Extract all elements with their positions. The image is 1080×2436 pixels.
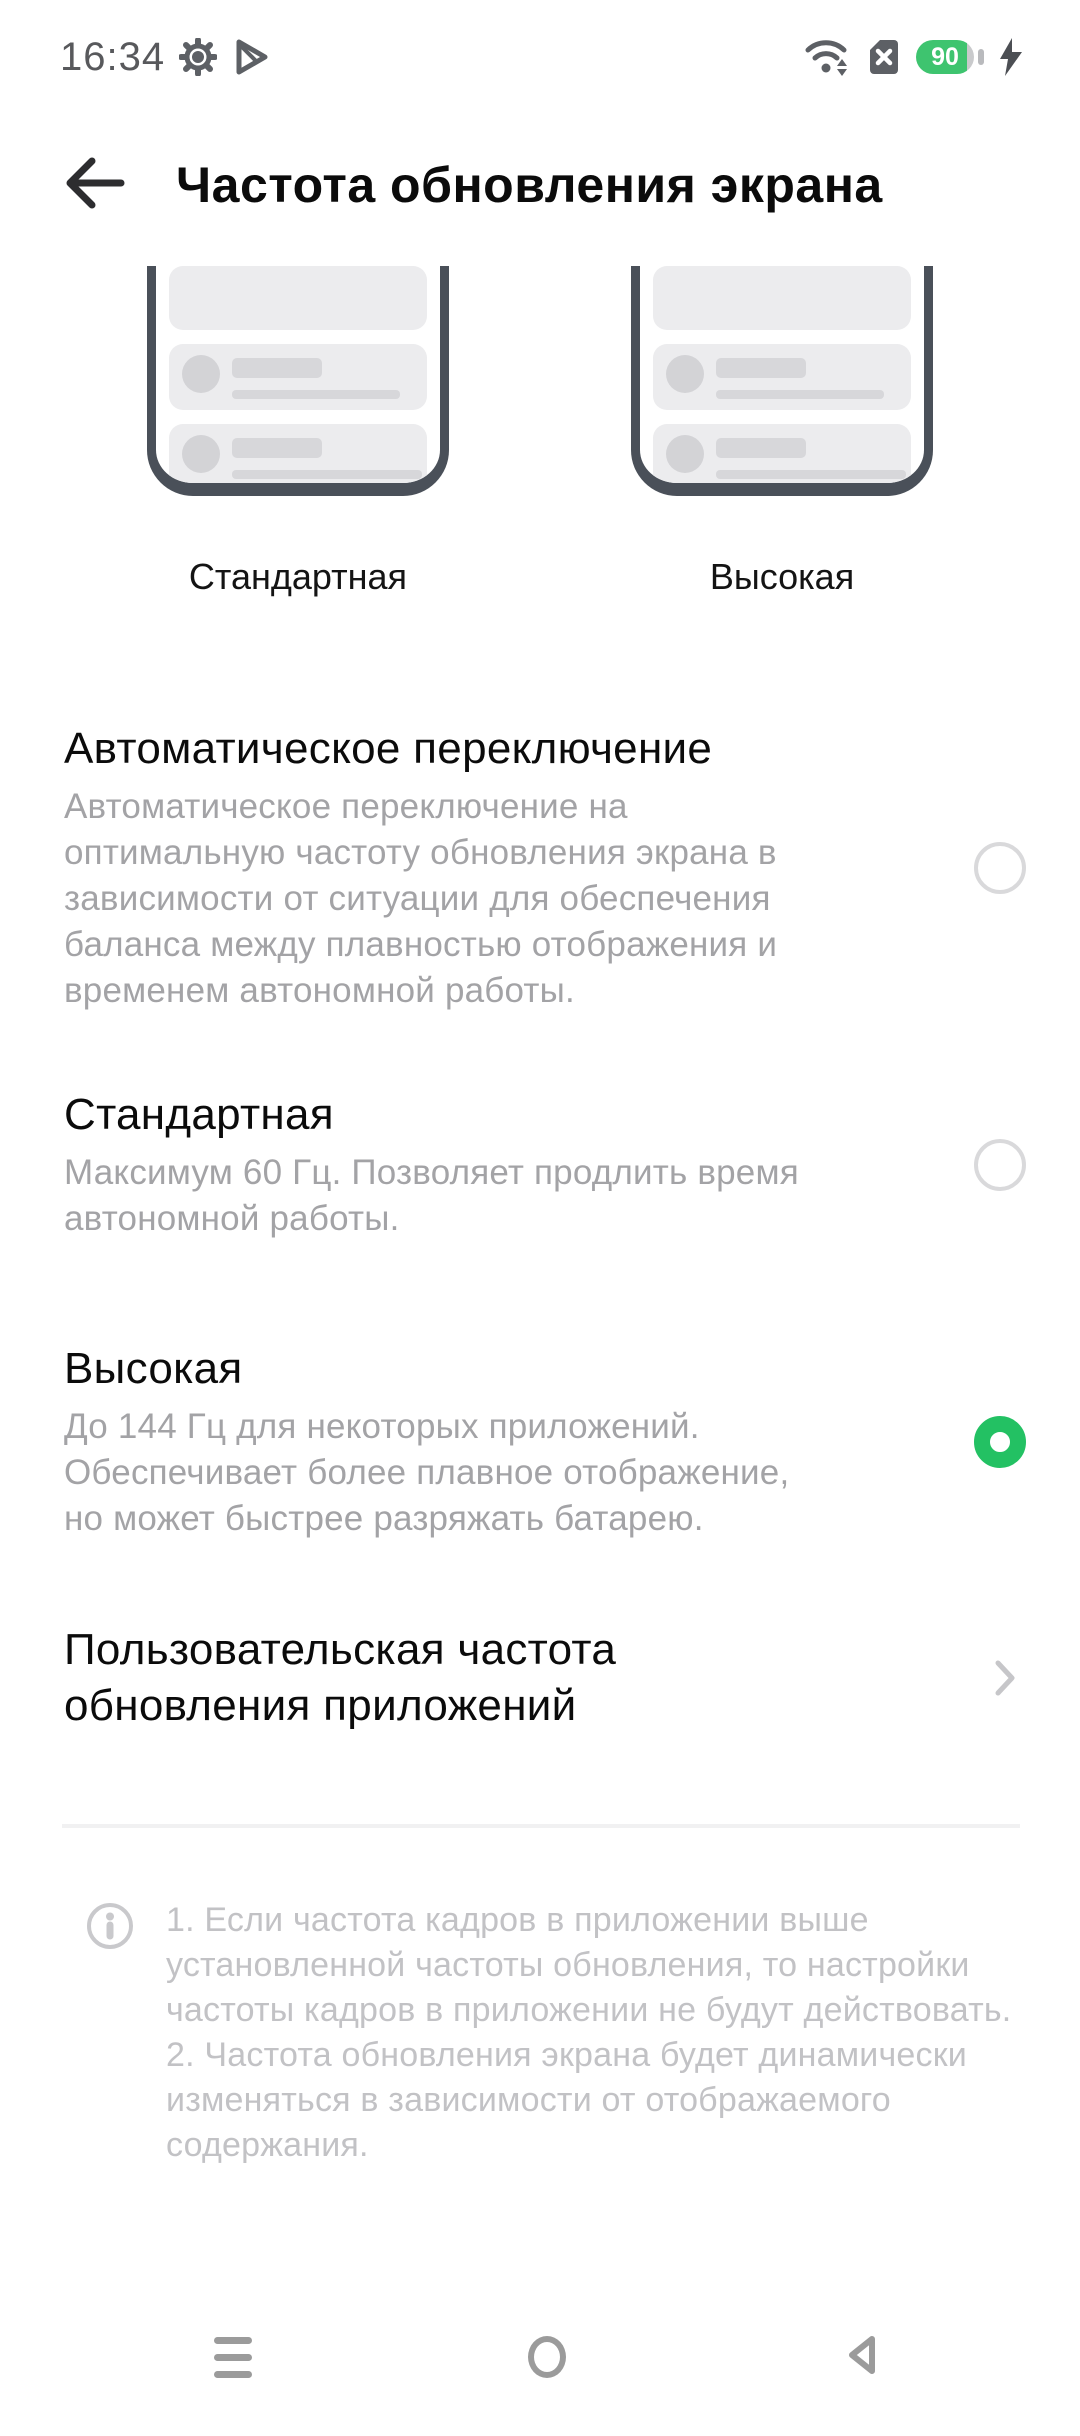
phone-mockup-high xyxy=(631,266,933,496)
option-description: Автоматическое переключение на оптимальную частоту обновления экрана в зависимости от ситуации для обеспечения баланса между плавностью отображения и временем автономной работы. xyxy=(64,787,778,1010)
navigation-bar xyxy=(0,2304,1080,2436)
option-description: Максимум 60 Гц. Позволяет продлить время автономной работы. xyxy=(64,1153,799,1238)
mock-title-bar xyxy=(716,438,806,458)
nav-menu-button[interactable] xyxy=(210,2332,256,2382)
mock-text-bar xyxy=(716,491,906,496)
mock-title-bar xyxy=(232,438,322,458)
charging-bolt-icon xyxy=(998,37,1024,77)
status-bar-right xyxy=(790,37,1024,77)
option-title: Стандартная xyxy=(64,1090,334,1139)
footnote-2: 2. Частота обновления экрана будет динамически изменяться в зависимости от отображаемого содержания. xyxy=(166,2036,967,2164)
mock-text-bar xyxy=(232,491,422,496)
mock-text-bar xyxy=(232,470,422,479)
option-auto-switch[interactable] xyxy=(0,722,1080,1014)
battery-icon xyxy=(916,40,974,74)
mock-list-card xyxy=(169,424,427,496)
header xyxy=(0,148,1080,222)
custom-app-refresh-rate-label: Пользовательская частота обновления приложений xyxy=(64,1625,617,1730)
preview-label-high: Высокая xyxy=(709,556,855,597)
no-sim-icon xyxy=(868,38,900,76)
option-title: Высокая xyxy=(64,1344,243,1393)
nav-home-button[interactable] xyxy=(524,2332,570,2382)
mock-lines xyxy=(232,435,422,496)
mock-lines xyxy=(716,435,906,496)
gear-icon xyxy=(179,38,217,76)
preview-high xyxy=(631,266,933,598)
back-triangle-icon xyxy=(840,2331,882,2384)
status-bar xyxy=(0,0,1080,84)
page-title: Частота обновления экрана xyxy=(176,157,883,213)
battery-indicator xyxy=(916,40,984,74)
back-button[interactable] xyxy=(62,155,128,215)
info-icon xyxy=(86,1902,134,1955)
mock-lines xyxy=(716,355,884,399)
mock-hero-block xyxy=(169,266,427,330)
mock-title-bar xyxy=(716,358,806,378)
chevron-right-icon xyxy=(992,1657,1018,1699)
option-text xyxy=(64,722,836,1014)
mock-list-card xyxy=(653,344,911,410)
refresh-rate-previews xyxy=(0,266,1080,598)
radio-high[interactable] xyxy=(974,1416,1026,1468)
mock-text-bar xyxy=(716,390,884,399)
mock-lines xyxy=(232,355,400,399)
mock-text-bar xyxy=(232,390,400,399)
footnotes xyxy=(0,1898,1080,2168)
mock-title-bar xyxy=(232,358,322,378)
back-arrow-icon xyxy=(63,154,127,217)
option-text xyxy=(64,1342,836,1542)
home-circle-icon xyxy=(528,2336,566,2378)
option-text xyxy=(64,1088,836,1242)
mock-avatar xyxy=(666,355,704,393)
option-high[interactable] xyxy=(0,1342,1080,1542)
mock-hero-block xyxy=(653,266,911,330)
preview-label-standard: Стандартная xyxy=(188,556,408,597)
wifi-icon xyxy=(804,37,854,77)
mock-avatar xyxy=(182,355,220,393)
menu-icon xyxy=(214,2337,252,2378)
phone-mockup-standard xyxy=(147,266,449,496)
footnote-text xyxy=(166,1898,1012,2168)
mock-avatar xyxy=(666,435,704,473)
option-description: До 144 Гц для некоторых приложений. Обеспечивает более плавное отображение, но может быстрее разряжать батарею. xyxy=(64,1407,790,1538)
radio-standard[interactable] xyxy=(974,1139,1026,1191)
battery-level: 90 xyxy=(931,42,959,71)
status-bar-left xyxy=(60,35,271,80)
radio-auto-switch[interactable] xyxy=(974,842,1026,894)
section-divider xyxy=(62,1824,1020,1828)
custom-app-refresh-rate-row[interactable] xyxy=(0,1622,1080,1734)
mock-avatar xyxy=(182,435,220,473)
option-standard[interactable] xyxy=(0,1088,1080,1242)
footnote-1: 1. Если частота кадров в приложении выше установленной частоты обновления, то настройки частоты кадров в приложении не будут действовать. xyxy=(166,1901,1012,2029)
preview-standard xyxy=(147,266,449,598)
clock: 16:34 xyxy=(60,34,166,79)
mock-list-card xyxy=(653,424,911,496)
mock-list-card xyxy=(169,344,427,410)
nav-back-button[interactable] xyxy=(838,2332,884,2382)
battery-tip xyxy=(978,49,984,65)
mock-text-bar xyxy=(716,470,906,479)
option-title: Автоматическое переключение xyxy=(64,724,713,773)
play-store-icon xyxy=(231,37,271,77)
refresh-rate-options xyxy=(0,722,1080,1542)
